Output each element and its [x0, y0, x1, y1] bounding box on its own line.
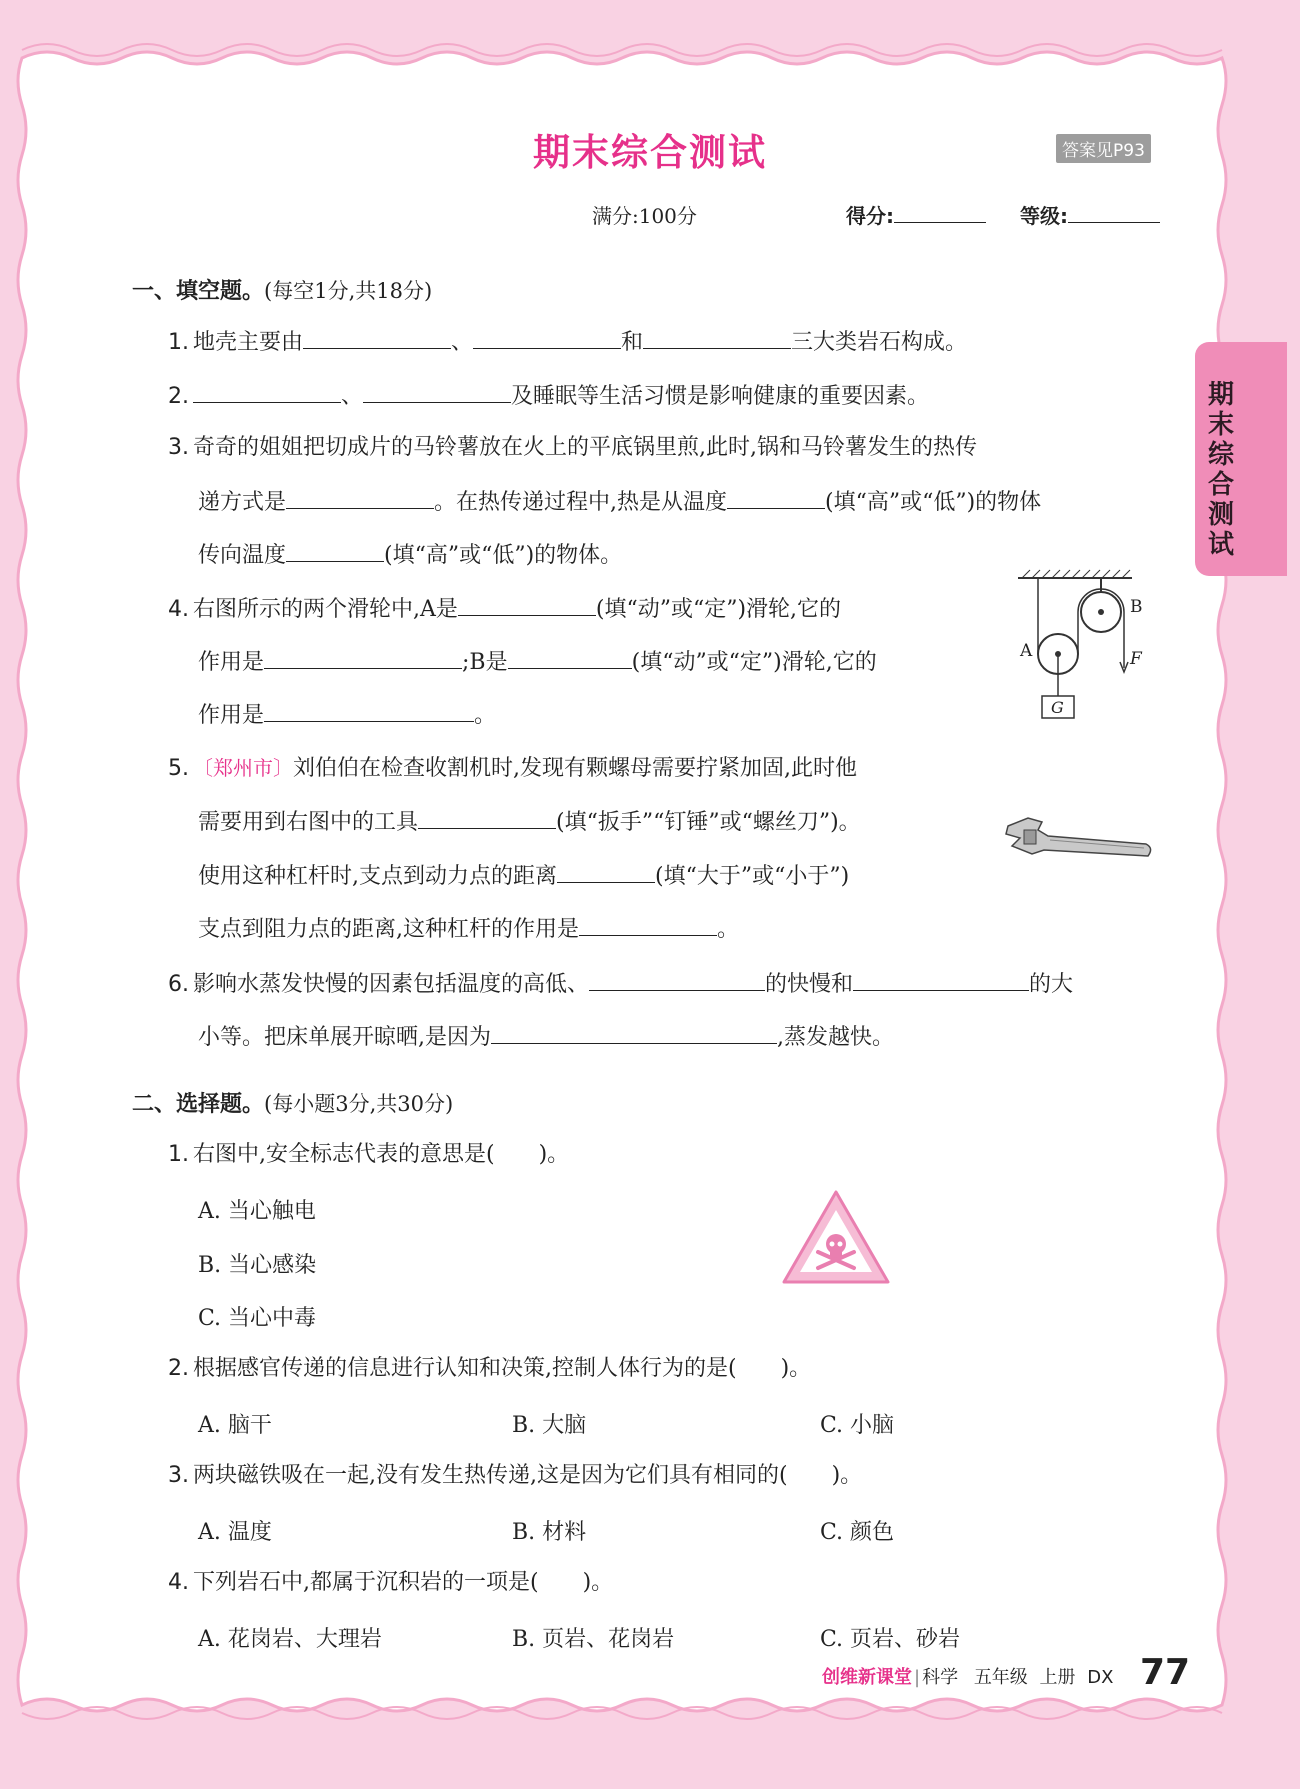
answer-blank[interactable]: [589, 968, 765, 991]
question-number: 3.: [168, 435, 189, 460]
footer-subject: 科学: [922, 1667, 959, 1688]
q-text: 、: [341, 384, 364, 409]
section-1-title: 一、填空题。: [132, 279, 265, 304]
section-2-note: (每小题3分,共30分): [264, 1092, 454, 1116]
answer-blank[interactable]: [557, 860, 655, 883]
label-f: F: [1130, 649, 1142, 669]
q-text: (填“扳手”“钉锤”或“螺丝刀”)。: [556, 810, 861, 835]
q-text: ;B是: [462, 650, 508, 675]
q-text: 作用是: [198, 703, 265, 728]
option-b[interactable]: B. 当心感染: [198, 1253, 317, 1278]
score-field[interactable]: [846, 200, 986, 229]
q-text: 地壳主要由: [193, 330, 304, 355]
score-blank[interactable]: [894, 200, 986, 223]
s1-q5-line2: [198, 806, 861, 838]
footer-grade: 五年级: [973, 1667, 1028, 1688]
s1-q6-line2: [198, 1021, 894, 1053]
q-text: (填“高”或“低”)的物体。: [384, 543, 623, 568]
s1-q3-line2: [198, 486, 1041, 518]
s1-q5-line4: [198, 913, 739, 945]
question-number: 5.: [168, 756, 189, 781]
score-label: 得分:: [846, 204, 894, 228]
q-text: )。: [831, 1463, 863, 1488]
answer-blank[interactable]: [727, 486, 825, 509]
q-text: 的快慢和: [765, 972, 854, 997]
q-text: 支点到阻力点的距离,这种杠杆的作用是: [198, 917, 579, 942]
option-a[interactable]: A. 温度: [198, 1520, 272, 1545]
option-c[interactable]: C. 当心中毒: [198, 1306, 317, 1331]
answer-blank[interactable]: [286, 486, 434, 509]
option-c[interactable]: C. 颜色: [820, 1520, 895, 1545]
question-number: 2.: [168, 384, 189, 409]
answer-blank[interactable]: [579, 913, 717, 936]
q-text: 和: [621, 330, 644, 355]
option-b[interactable]: B. 材料: [512, 1520, 587, 1545]
q-text: 根据感官传递的信息进行认知和决策,控制人体行为的是(: [193, 1356, 737, 1381]
option-a[interactable]: A. 花岗岩、大理岩: [198, 1627, 382, 1652]
page-number: 77: [1140, 1652, 1191, 1693]
s1-q1: [168, 326, 967, 358]
s2-q2-stem: [168, 1354, 811, 1384]
s1-q3-line3: [198, 539, 622, 571]
q-text: 。在热传递过程中,热是从温度: [434, 490, 728, 515]
answer-blank[interactable]: [491, 1021, 777, 1044]
option-c[interactable]: C. 页岩、砂岩: [820, 1627, 961, 1652]
q-text: 小等。把床单展开晾晒,是因为: [198, 1025, 491, 1050]
side-tab-text: 期末综合测试: [1207, 380, 1234, 560]
question-number: 4.: [168, 1570, 189, 1595]
answer-blank[interactable]: [363, 380, 511, 403]
q-text: 影响水蒸发快慢的因素包括温度的高低、: [193, 972, 590, 997]
q-text: )。: [538, 1142, 570, 1167]
poison-warning-icon: [780, 1188, 892, 1288]
answer-blank[interactable]: [643, 326, 791, 349]
q-text: )。: [780, 1356, 812, 1381]
q-text: (填“动”或“定”)滑轮,它的: [631, 650, 877, 675]
answer-blank[interactable]: [853, 968, 1029, 991]
grade-label: 等级:: [1020, 204, 1068, 228]
question-number: 1.: [168, 1142, 189, 1167]
question-number: 3.: [168, 1463, 189, 1488]
q-text: 两块磁铁吸在一起,没有发生热传递,这是因为它们具有相同的(: [193, 1463, 788, 1488]
q-text: 奇奇的姐姐把切成片的马铃薯放在火上的平底锅里煎,此时,锅和马铃薯发生的热传: [193, 435, 977, 460]
footer-separator: |: [914, 1667, 921, 1688]
q-text: 递方式是: [198, 490, 287, 515]
q-text: 。: [717, 917, 740, 942]
answer-blank[interactable]: [473, 326, 621, 349]
section-1-note: (每空1分,共18分): [264, 279, 433, 303]
question-number: 1.: [168, 330, 189, 355]
s1-q4-line1: [168, 593, 841, 625]
label-g: G: [1051, 698, 1064, 717]
q-text: 右图中,安全标志代表的意思是(: [193, 1142, 495, 1167]
grade-field[interactable]: [1020, 200, 1160, 229]
q-text: (填“动”或“定”)滑轮,它的: [595, 597, 842, 622]
q-text: 三大类岩石构成。: [791, 330, 968, 355]
footer: [822, 1663, 1113, 1689]
answer-blank[interactable]: [458, 593, 596, 616]
answer-blank[interactable]: [418, 806, 556, 829]
page-title: 期末综合测试: [533, 131, 767, 174]
q-text: 下列岩石中,都属于沉积岩的一项是(: [193, 1570, 539, 1595]
option-c[interactable]: C. 小脑: [820, 1413, 895, 1438]
option-b[interactable]: B. 大脑: [512, 1413, 587, 1438]
s2-q3-stem: [168, 1461, 862, 1491]
answer-blank[interactable]: [264, 646, 462, 669]
q-text: )。: [582, 1570, 614, 1595]
s1-q2: [168, 380, 929, 412]
q-text: 需要用到右图中的工具: [198, 810, 419, 835]
s1-q3-line1: [168, 433, 977, 463]
question-number: 6.: [168, 972, 189, 997]
footer-brand: 创维新课堂: [822, 1667, 912, 1688]
q-text: (填“高”或“低”)的物体: [825, 490, 1042, 515]
pulley-figure: [1008, 568, 1143, 728]
s1-q5-line1: [168, 753, 857, 784]
option-a[interactable]: A. 脑干: [198, 1413, 272, 1438]
q-text: 使用这种杠杆时,支点到动力点的距离: [198, 864, 557, 889]
q-text: 传向温度: [198, 543, 287, 568]
q-text: ,蒸发越快。: [777, 1025, 894, 1050]
s2-q4-stem: [168, 1568, 613, 1598]
q-text: (填“大于”或“小于”): [655, 864, 850, 889]
s2-q1-stem: [168, 1140, 569, 1170]
s1-q6-line1: [168, 968, 1073, 1000]
answer-blank[interactable]: [264, 699, 474, 722]
question-number: 4.: [168, 597, 189, 622]
answer-blank[interactable]: [508, 646, 632, 669]
footer-edition: DX: [1087, 1667, 1114, 1688]
q-text: 及睡眠等生活习惯是影响健康的重要因素。: [511, 384, 930, 409]
q-text: 作用是: [198, 650, 265, 675]
section-1-heading: [132, 274, 432, 305]
q-text: 的大: [1029, 972, 1074, 997]
section-2-heading: [132, 1087, 453, 1118]
grade-blank[interactable]: [1068, 200, 1160, 223]
option-b[interactable]: B. 页岩、花岗岩: [512, 1627, 675, 1652]
option-a[interactable]: A. 当心触电: [198, 1199, 316, 1224]
full-score: 满分:100分: [592, 204, 697, 228]
answer-blank[interactable]: [286, 539, 384, 562]
label-b: B: [1130, 597, 1143, 617]
s1-q5-line3: [198, 860, 849, 892]
label-a: A: [1020, 641, 1033, 661]
s1-q4-line2: [198, 646, 877, 678]
q-text: 右图所示的两个滑轮中,A是: [193, 597, 458, 622]
question-number: 2.: [168, 1356, 189, 1381]
answer-reference-tag: 答案见P93: [1056, 134, 1151, 163]
s1-q4-line3: [198, 699, 496, 731]
section-2-title: 二、选择题。: [132, 1092, 265, 1117]
q-text: 刘伯伯在检查收割机时,发现有颗螺母需要拧紧加固,此时他: [293, 756, 857, 781]
q-text: 。: [474, 703, 497, 728]
answer-blank[interactable]: [303, 326, 451, 349]
q-text: 、: [451, 330, 474, 355]
answer-blank[interactable]: [193, 380, 341, 403]
wrench-icon: [998, 806, 1158, 866]
footer-volume: 上册: [1039, 1667, 1076, 1688]
region-tag: 〔郑州市〕: [193, 756, 293, 780]
